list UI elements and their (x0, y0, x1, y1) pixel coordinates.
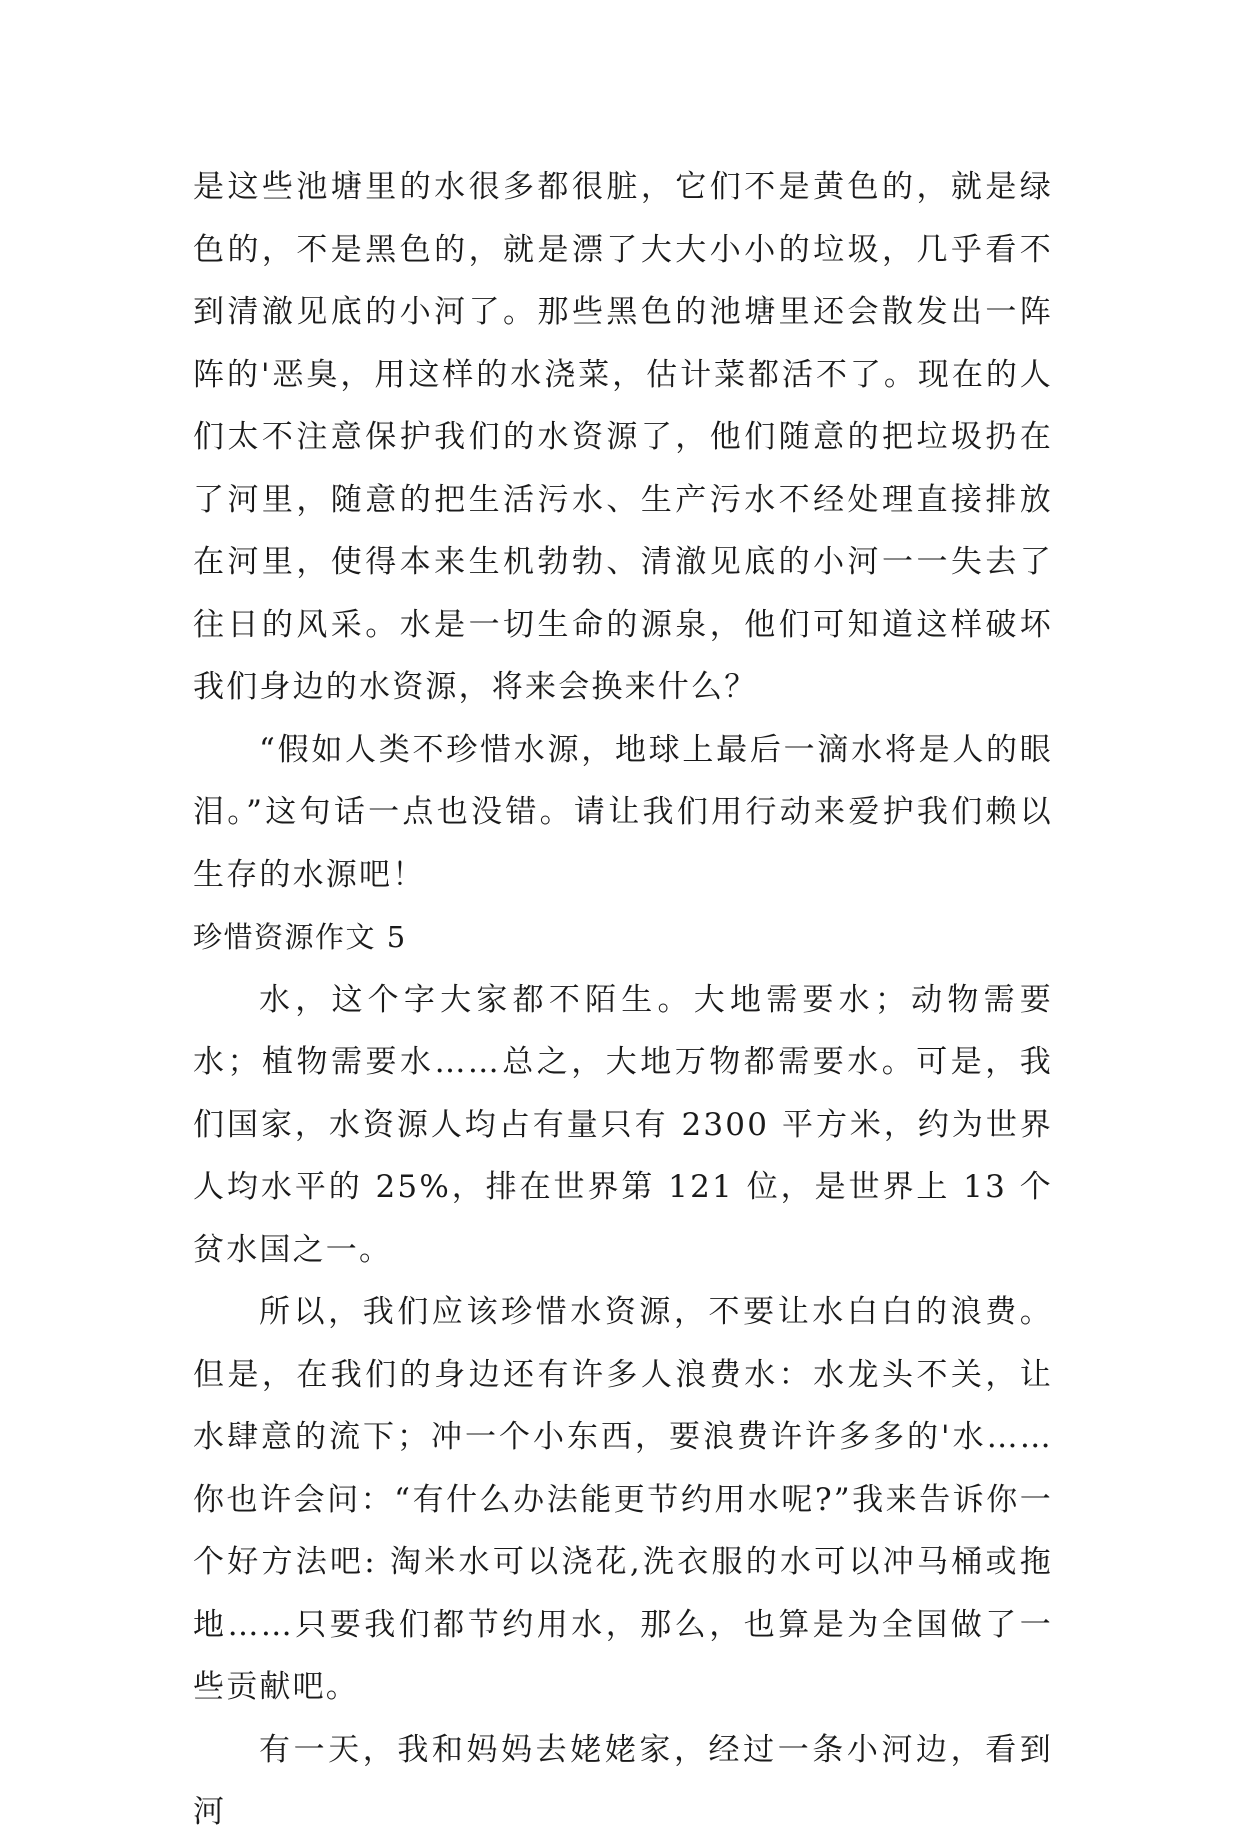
paragraph-save-water: 所以，我们应该珍惜水资源，不要让水白白的浪费。但是，在我们的身边还有许多人浪费水：水龙头不关，让水肆意的流下；冲一个小东西，要浪费许许多多的'水……你也许会问：“有什么办法能更节约用水呢?”我来告诉你一个好方法吧: 淘米水可以浇花,洗衣服的水可以冲马桶或拖地……只要我们都节约用水，那么，也算是为全国做了一些贡献吧。 (193, 1294, 1053, 1705)
paragraph-water-importance: 水，这个字大家都不陌生。大地需要水；动物需要水；植物需要水……总之，大地万物都需要水。可是，我们国家，水资源人均占有量只有 2300 平方米，约为世界人均水平的 25%，排在世界第 121 位，是世界上 13 个贫水国之一。 (193, 981, 1053, 1268)
paragraph-quote: “假如人类不珍惜水源，地球上最后一滴水将是人的眼泪。”这句话一点也没错。请让我们用行动来爱护我们赖以生存的水源吧！ (193, 731, 1053, 893)
document-body (193, 156, 1053, 1844)
paragraph-story: 有一天，我和妈妈去姥姥家，经过一条小河边，看到河 (193, 1731, 1053, 1830)
paragraph-water-pollution: 是这些池塘里的水很多都很脏，它们不是黄色的，就是绿色的，不是黑色的，就是漂了大大小小的垃圾，几乎看不到清澈见底的小河了。那些黑色的池塘里还会散发出一阵阵的'恶臭，用这样的水浇菜，估计菜都活不了。现在的人们太不注意保护我们的水资源了，他们随意的把垃圾扔在了河里，随意的把生活污水、生产污水不经处理直接排放在河里，使得本来生机勃勃、清澈见底的小河一一失去了往日的风采。水是一切生命的源泉，他们可知道这样破坏我们身边的水资源，将来会换来什么？ (193, 169, 1053, 705)
section-heading: 珍惜资源作文 5 (193, 920, 407, 954)
